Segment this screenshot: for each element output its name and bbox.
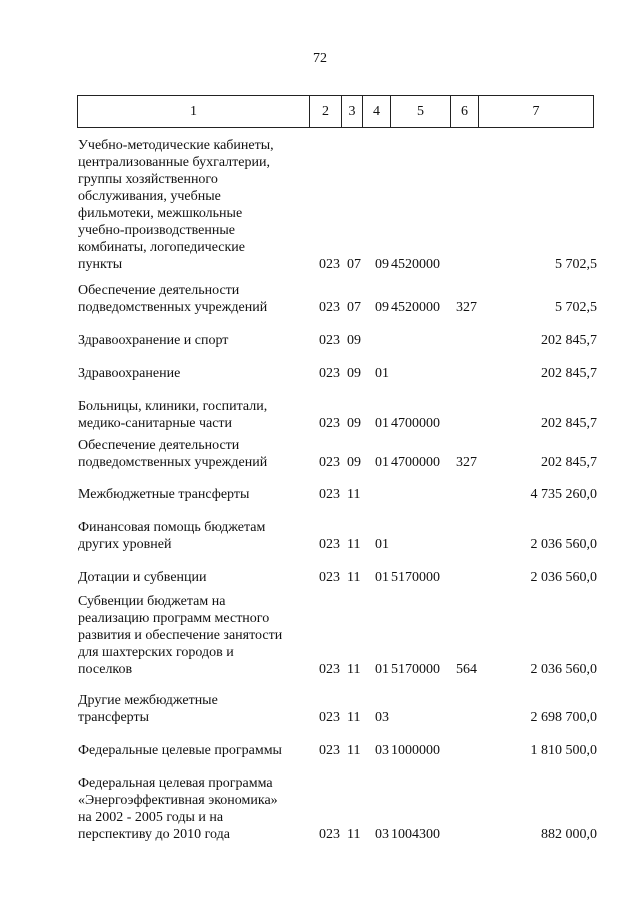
- row-name-line: Дотации и субвенции: [78, 570, 207, 585]
- row-name-line: медико-санитарные части: [78, 416, 233, 431]
- header-col-4-label: 4: [373, 103, 380, 119]
- row-col-2: 023: [319, 537, 340, 552]
- row-col-7: 202 845,7: [541, 333, 597, 348]
- row-col-7: 5 702,5: [555, 300, 597, 315]
- row-name: [78, 519, 303, 553]
- row-name: [78, 437, 303, 471]
- row-name-line: Обеспечение деятельности: [78, 283, 240, 298]
- page-number: 72: [313, 51, 327, 66]
- row-name-line: для шахтерских городов и: [78, 645, 234, 660]
- row-name-line: Учебно-методические кабинеты,: [78, 138, 274, 153]
- header-col-1-label: 1: [190, 103, 197, 119]
- row-name-line: «Энергоэффективная экономика»: [78, 793, 278, 808]
- row-col-4: 09: [375, 300, 389, 315]
- row-name: [78, 332, 303, 349]
- row-name: [78, 569, 303, 586]
- row-col-2: 023: [319, 416, 340, 431]
- row-col-7: 1 810 500,0: [530, 743, 597, 758]
- row-name-line: подведомственных учреждений: [78, 455, 268, 470]
- row-name-line: на 2002 - 2005 годы и на: [78, 810, 224, 825]
- row-col-7: 2 036 560,0: [530, 662, 597, 677]
- row-col-4: 03: [375, 710, 389, 725]
- row-name: [78, 742, 303, 759]
- row-name: [78, 486, 303, 503]
- header-col-2: [309, 95, 341, 128]
- row-col-3: 11: [347, 710, 361, 725]
- row-col-3: 11: [347, 570, 361, 585]
- row-name-line: развития и обеспечение занятости: [78, 628, 283, 643]
- row-col-2: 023: [319, 570, 340, 585]
- row-name-line: трансферты: [78, 710, 150, 725]
- row-name-line: поселков: [78, 662, 133, 677]
- row-col-3: 09: [347, 416, 361, 431]
- row-col-4: 01: [375, 455, 389, 470]
- row-name-line: Федеральная целевая программа: [78, 776, 273, 791]
- row-name-line: комбинаты, логопедические: [78, 240, 246, 255]
- row-col-5: 4700000: [391, 455, 440, 470]
- header-col-5: [390, 95, 450, 128]
- row-col-2: 023: [319, 827, 340, 842]
- row-name-line: Субвенции бюджетам на: [78, 594, 226, 609]
- row-col-2: 023: [319, 333, 340, 348]
- row-col-2: 023: [319, 366, 340, 381]
- row-col-2: 023: [319, 257, 340, 272]
- header-col-6: [450, 95, 478, 128]
- row-col-3: 09: [347, 455, 361, 470]
- row-col-7: 2 036 560,0: [530, 570, 597, 585]
- row-name-line: фильмотеки, межшкольные: [78, 206, 243, 221]
- row-col-7: 2 036 560,0: [530, 537, 597, 552]
- row-name: [78, 282, 303, 316]
- row-name-line: перспективу до 2010 года: [78, 827, 230, 842]
- row-col-3: 09: [347, 366, 361, 381]
- row-name-line: централизованные бухгалтерии,: [78, 155, 270, 170]
- table-header: [77, 95, 594, 128]
- row-col-3: 09: [347, 333, 361, 348]
- row-col-5: 1004300: [391, 827, 440, 842]
- row-name-line: Федеральные целевые программы: [78, 743, 282, 758]
- row-name-line: Финансовая помощь бюджетам: [78, 520, 266, 535]
- row-name: [78, 692, 303, 726]
- row-name-line: группы хозяйственного: [78, 172, 218, 187]
- row-col-5: 5170000: [391, 662, 440, 677]
- row-col-4: 01: [375, 662, 389, 677]
- row-name-line: пункты: [78, 257, 123, 272]
- row-col-2: 023: [319, 455, 340, 470]
- row-col-3: 11: [347, 662, 361, 677]
- header-col-3: [341, 95, 362, 128]
- row-name-line: учебно-производственные: [78, 223, 235, 238]
- row-col-6: 327: [456, 455, 477, 470]
- row-name: [78, 137, 303, 273]
- row-col-5: 5170000: [391, 570, 440, 585]
- row-col-2: 023: [319, 300, 340, 315]
- row-col-3: 11: [347, 537, 361, 552]
- row-col-4: 01: [375, 570, 389, 585]
- row-name-line: Межбюджетные трансферты: [78, 487, 250, 502]
- row-name-line: реализацию программ местного: [78, 611, 270, 626]
- row-col-3: 07: [347, 257, 361, 272]
- row-col-5: 4520000: [391, 300, 440, 315]
- row-col-5: 1000000: [391, 743, 440, 758]
- row-name-line: Больницы, клиники, госпитали,: [78, 399, 268, 414]
- row-name-line: Другие межбюджетные: [78, 693, 218, 708]
- row-col-6: 564: [456, 662, 477, 677]
- row-name: [78, 593, 303, 678]
- row-col-2: 023: [319, 743, 340, 758]
- row-col-7: 882 000,0: [541, 827, 597, 842]
- row-col-7: 2 698 700,0: [530, 710, 597, 725]
- row-col-2: 023: [319, 662, 340, 677]
- row-col-4: 09: [375, 257, 389, 272]
- row-col-3: 07: [347, 300, 361, 315]
- row-col-3: 11: [347, 827, 361, 842]
- row-name: [78, 775, 303, 843]
- row-col-7: 4 735 260,0: [530, 487, 597, 502]
- row-col-4: 01: [375, 366, 389, 381]
- header-col-1: [77, 95, 309, 128]
- row-name-line: Обеспечение деятельности: [78, 438, 240, 453]
- row-col-5: 4700000: [391, 416, 440, 431]
- row-col-2: 023: [319, 487, 340, 502]
- header-col-6-label: 6: [461, 103, 468, 119]
- row-name: [78, 398, 303, 432]
- header-col-5-label: 5: [417, 103, 424, 119]
- header-col-7-label: 7: [532, 103, 540, 119]
- row-col-4: 03: [375, 827, 389, 842]
- header-col-3-label: 3: [348, 103, 356, 119]
- row-name-line: других уровней: [78, 537, 172, 552]
- header-col-2-label: 2: [322, 103, 329, 119]
- row-col-7: 202 845,7: [541, 416, 597, 431]
- row-name-line: Здравоохранение: [78, 366, 181, 381]
- row-name-line: подведомственных учреждений: [78, 300, 268, 315]
- row-col-6: 327: [456, 300, 477, 315]
- row-name-line: обслуживания, учебные: [78, 189, 221, 204]
- row-col-7: 202 845,7: [541, 366, 597, 381]
- row-col-4: 03: [375, 743, 389, 758]
- header-col-7: [478, 95, 594, 128]
- row-name-line: Здравоохранение и спорт: [78, 333, 229, 348]
- row-col-7: 5 702,5: [555, 257, 597, 272]
- row-col-3: 11: [347, 487, 361, 502]
- row-name: [78, 365, 303, 382]
- row-col-3: 11: [347, 743, 361, 758]
- row-col-4: 01: [375, 416, 389, 431]
- header-col-4: [362, 95, 390, 128]
- row-col-5: 4520000: [391, 257, 440, 272]
- row-col-4: 01: [375, 537, 389, 552]
- row-col-7: 202 845,7: [541, 455, 597, 470]
- row-col-2: 023: [319, 710, 340, 725]
